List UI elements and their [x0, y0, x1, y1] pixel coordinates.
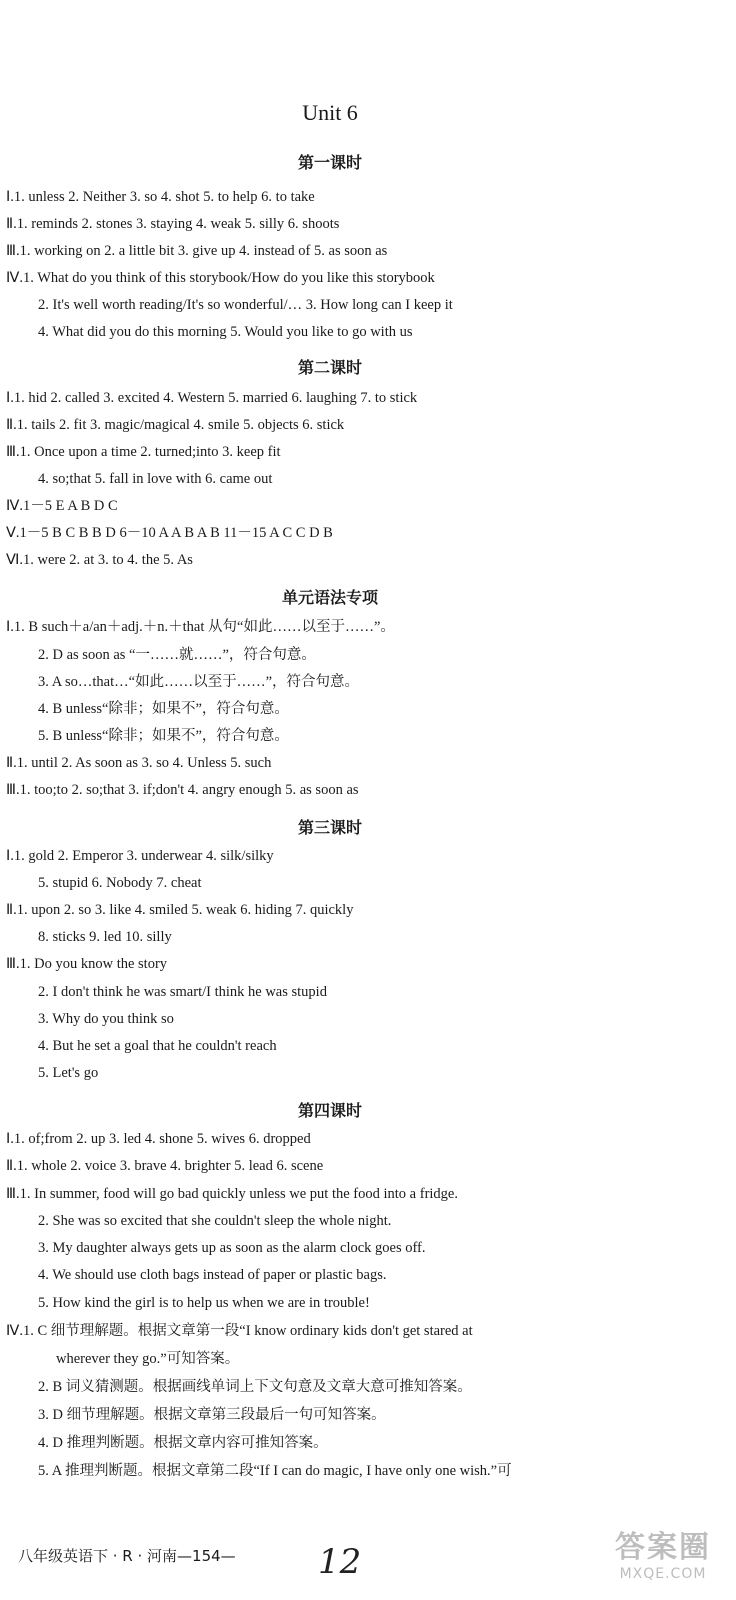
answer-line: 2. She was so excited that she couldn't sleep the whole night.: [38, 1213, 392, 1229]
answer-line: 4. We should use cloth bags instead of paper or plastic bags.: [38, 1267, 387, 1283]
lesson-heading-2: 第二课时: [297, 358, 362, 377]
answer-line: 3. D 细节理解题。根据文章第三段最后一句可知答案。: [38, 1407, 386, 1423]
lesson-heading-4: 第四课时: [297, 1101, 362, 1120]
answer-line: Ⅳ.1. What do you think of this storybook/How do you like this storybook: [6, 270, 435, 286]
answer-line: 5. B unless“除非；如果不”，符合句意。: [38, 728, 289, 744]
answer-line: Ⅱ.1. upon 2. so 3. like 4. smiled 5. weak 6. hiding 7. quickly: [6, 902, 354, 918]
watermark-text: 答案圈: [615, 1530, 711, 1565]
answer-line: 4. so;that 5. fall in love with 6. came out: [38, 471, 273, 487]
answer-line: Ⅱ.1. whole 2. voice 3. brave 4. brighter 5. lead 6. scene: [6, 1158, 324, 1174]
handwritten-mark: 12: [318, 1542, 362, 1582]
answer-line: 4. B unless“除非；如果不”，符合句意。: [38, 701, 289, 717]
answer-line: 4. D 推理判断题。根据文章内容可推知答案。: [38, 1435, 328, 1451]
answer-line: 3. A so…that…“如此……以至于……”，符合句意。: [38, 674, 360, 690]
answer-line: Ⅳ.1. C 细节理解题。根据文章第一段“I know ordinary kids don't get stared at: [6, 1323, 473, 1339]
answer-line: Ⅴ.1－5 B C B B D 6－10 A A B A B 11－15 A C C D B: [6, 525, 333, 541]
answer-line: 2. It's well worth reading/It's so wonderful/… 3. How long can I keep it: [38, 297, 453, 313]
answer-line: Ⅰ.1. gold 2. Emperor 3. underwear 4. silk/silky: [6, 848, 274, 864]
answer-line: 5. stupid 6. Nobody 7. cheat: [38, 875, 202, 891]
watermark-logo: [598, 1522, 728, 1592]
answer-line: Ⅵ.1. were 2. at 3. to 4. the 5. As: [6, 552, 193, 568]
answer-line: 2. I don't think he was smart/I think he was stupid: [38, 984, 327, 1000]
answer-line: 2. D as soon as “一……就……”，符合句意。: [38, 647, 316, 663]
answer-line: Ⅲ.1. working on 2. a little bit 3. give up 4. instead of 5. as soon as: [6, 243, 388, 259]
answer-line: 3. Why do you think so: [38, 1011, 174, 1027]
answer-line: 5. How kind the girl is to help us when we are in trouble!: [38, 1295, 370, 1311]
lesson-heading-grammar: 单元语法专项: [281, 588, 378, 607]
answer-line: Ⅲ.1. Do you know the story: [6, 956, 168, 972]
answer-line: 5. Let's go: [38, 1065, 99, 1081]
answer-line: Ⅱ.1. reminds 2. stones 3. staying 4. weak 5. silly 6. shoots: [6, 216, 340, 232]
answer-line: 4. What did you do this morning 5. Would you like to go with us: [38, 324, 413, 340]
answer-line: 2. B 词义猜测题。根据画线单词上下文句意及文章大意可推知答案。: [38, 1379, 472, 1395]
answer-line: Ⅰ.1. unless 2. Neither 3. so 4. shot 5. to help 6. to take: [6, 189, 315, 205]
answer-line: 5. A 推理判断题。根据文章第二段“If I can do magic, I have only one wish.”可: [38, 1463, 512, 1479]
answer-line: 3. My daughter always gets up as soon as the alarm clock goes off.: [38, 1240, 426, 1256]
answer-line: 8. sticks 9. led 10. silly: [38, 929, 172, 945]
answer-line: Ⅲ.1. too;to 2. so;that 3. if;don't 4. angry enough 5. as soon as: [6, 782, 359, 798]
page-footer: 八年级英语下 · R · 河南—154—: [18, 1547, 236, 1565]
watermark-url: MXQE.COM: [619, 1566, 707, 1582]
lesson-heading-1: 第一课时: [297, 153, 362, 172]
answer-line: Ⅱ.1. until 2. As soon as 3. so 4. Unless 5. such: [6, 755, 272, 771]
answer-line: wherever they go.”可知答案。: [56, 1351, 240, 1367]
lesson-heading-3: 第三课时: [297, 818, 362, 837]
answer-line: Ⅰ.1. hid 2. called 3. excited 4. Western 5. married 6. laughing 7. to stick: [6, 390, 418, 406]
answer-line: Ⅲ.1. In summer, food will go bad quickly unless we put the food into a fridge.: [6, 1186, 458, 1202]
answer-line: Ⅰ.1. of;from 2. up 3. led 4. shone 5. wives 6. dropped: [6, 1131, 311, 1147]
answer-line: Ⅰ.1. B such＋a/an＋adj.＋n.＋that 从句“如此……以至于……”。: [6, 619, 395, 635]
answer-line: Ⅲ.1. Once upon a time 2. turned;into 3. keep fit: [6, 444, 281, 460]
answer-line: Ⅱ.1. tails 2. fit 3. magic/magical 4. smile 5. objects 6. stick: [6, 417, 345, 433]
answer-line: Ⅳ.1－5 E A B D C: [6, 498, 118, 514]
unit-title: Unit 6: [302, 100, 358, 125]
answer-line: 4. But he set a goal that he couldn't reach: [38, 1038, 277, 1054]
